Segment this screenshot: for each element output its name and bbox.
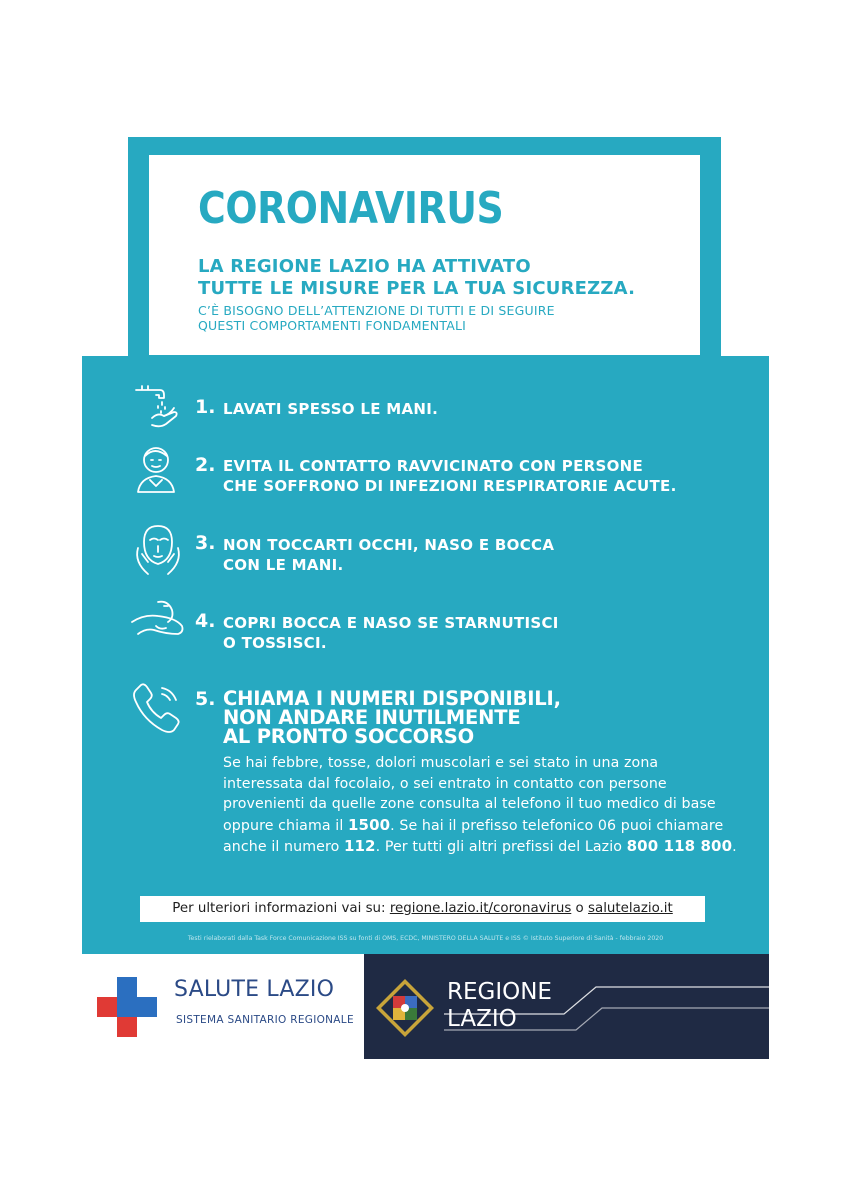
call-info-paragraph (223, 753, 743, 858)
face-touch-icon (128, 520, 188, 580)
tip-5-text: CHIAMA I NUMERI DISPONIBILI, NON ANDARE INUTILMENTE AL PRONTO SOCCORSO (223, 687, 561, 748)
call-info-text-4: . (732, 839, 737, 855)
regione-lazio-name: REGIONE LAZIO (447, 979, 552, 1032)
number-112: 112 (343, 837, 376, 855)
tip-1-number: 1. (195, 396, 216, 418)
intro-note-line-2: QUESTI COMPORTAMENTI FONDAMENTALI (198, 318, 467, 333)
salutelazio-link[interactable]: salutelazio.it (588, 901, 673, 916)
call-info-text-1: Se hai febbre, tosse, dolori muscolari e sei stato in una zona interessata dal focolaio, o sei entrato in contatto con persone provenienti da quelle zone consulta al telefono il tuo medico di base oppure chiama il (223, 755, 716, 834)
tip-2-text: EVITA IL CONTATTO RAVVICINATO CON PERSONE CHE SOFFRONO DI INFEZIONI RESPIRATORIE ACUTE. (223, 457, 677, 495)
regione-lazio-logo-box (364, 954, 769, 1059)
subtitle-line-1: LA REGIONE LAZIO HA ATTIVATO (198, 256, 531, 277)
call-info-text-3: . Per tutti gli altri prefissi del Lazio (375, 839, 627, 855)
number-1500: 1500 (348, 815, 391, 834)
tip-3-text: NON TOCCARTI OCCHI, NASO E BOCCA CON LE MANI. (223, 536, 555, 574)
subtitle-line-2: TUTTE LE MISURE PER LA TUA SICUREZZA. (198, 278, 636, 299)
tip-4-text: COPRI BOCCA E NASO SE STARNUTISCI O TOSSISCI. (223, 614, 559, 652)
hand-washing-icon (128, 378, 188, 438)
page-title: CORONAVIRUS (198, 183, 504, 234)
call-info-text-2: . Se hai il prefisso telefonico 06 puoi chiamare anche il numero (223, 817, 724, 855)
tip-2-number: 2. (195, 454, 216, 476)
phone-icon (128, 678, 188, 738)
tip-3-number: 3. (195, 532, 216, 554)
tips-panel (82, 356, 769, 954)
info-bar (140, 896, 705, 922)
salute-lazio-cross-logo (97, 977, 157, 1037)
tip-1-text: LAVATI SPESSO LE MANI. (223, 400, 439, 418)
tip-4-number: 4. (195, 610, 216, 632)
salute-lazio-title: SALUTE LAZIO (174, 977, 335, 1002)
intro-note (198, 303, 555, 333)
info-prefix: Per ulteriori informazioni vai su: (172, 901, 390, 916)
intro-note-line-1: C’È BISOGNO DELL’ATTENZIONE DI TUTTI E DI SEGUIRE (198, 303, 555, 318)
number-800: 800 118 800 (626, 837, 733, 855)
info-connector: o (571, 901, 589, 916)
sick-person-icon (128, 440, 188, 500)
credits-text: Testi rielaborati dalla Task Force Comunicazione ISS su fonti di OMS, ECDC, MINISTERO DELLA SALUTE e ISS © Istituto Superiore di Sanità - febbraio 2020 (187, 935, 664, 942)
sneeze-elbow-icon (128, 592, 188, 652)
salute-lazio-subtitle: SISTEMA SANITARIO REGIONALE (176, 1014, 354, 1026)
regione-link[interactable]: regione.lazio.it/coronavirus (389, 901, 572, 916)
tip-5-number: 5. (195, 688, 216, 710)
regione-crest-icon (374, 977, 436, 1039)
subtitle (198, 256, 635, 300)
